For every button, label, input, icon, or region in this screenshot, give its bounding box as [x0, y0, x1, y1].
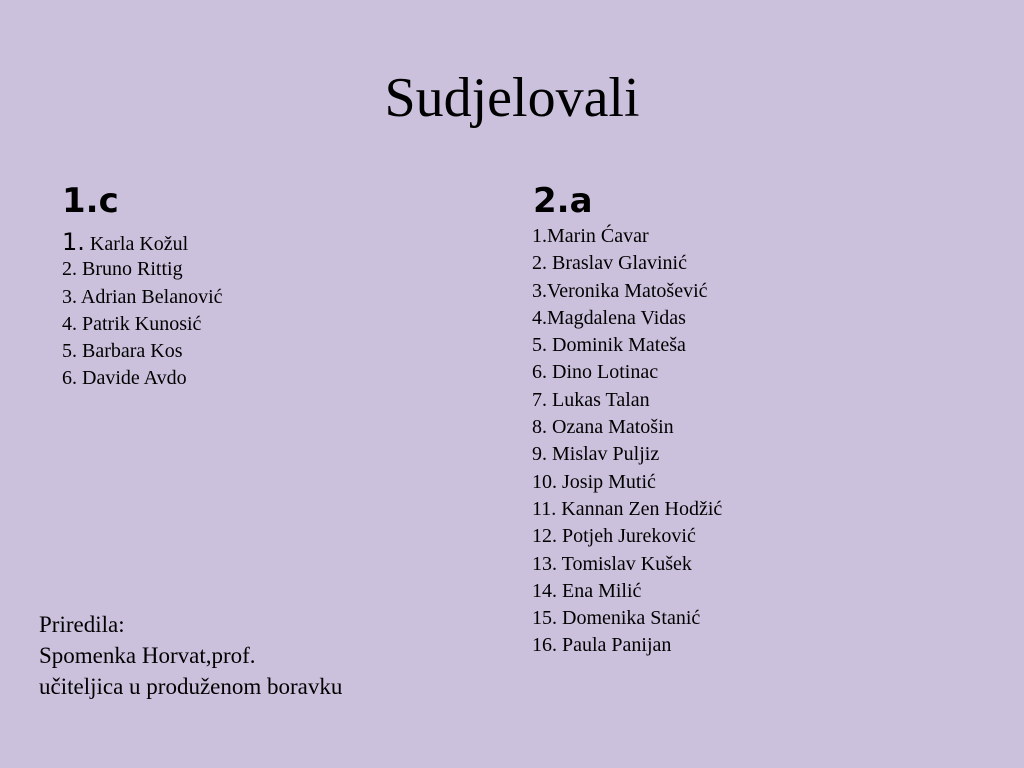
list-item: 12. Potjeh Jureković — [532, 525, 696, 548]
list-item: 13. Tomislav Kušek — [532, 552, 692, 575]
list-item: 4. Patrik Kunosić — [62, 312, 202, 335]
list-item: 5. Barbara Kos — [62, 340, 183, 363]
class-heading-1c: 1.c — [62, 181, 119, 221]
list-item: 7. Lukas Talan — [532, 388, 650, 411]
list-item: 2. Bruno Rittig — [62, 258, 183, 281]
list-item: 5. Dominik Mateša — [532, 334, 686, 357]
list-item: 11. Kannan Zen Hodžić — [532, 497, 723, 520]
page-title: Sudjelovali — [384, 67, 640, 129]
credits-label: Priredila: — [39, 612, 125, 637]
list-item: 15. Domenika Stanić — [532, 607, 701, 630]
list-item: 3.Veronika Matošević — [532, 279, 708, 302]
list-item: 10. Josip Mutić — [532, 470, 656, 493]
student-list-2a — [532, 223, 722, 660]
credits-author: Spomenka Horvat,prof. — [39, 643, 256, 668]
list-item-name: Karla Kožul — [84, 233, 189, 255]
list-item: 9. Mislav Puljiz — [532, 443, 660, 466]
class-heading-2a: 2.a — [533, 181, 593, 221]
student-list-1c — [62, 229, 223, 393]
list-item: 4.Magdalena Vidas — [532, 306, 686, 329]
list-item: 2. Braslav Glavinić — [532, 252, 687, 275]
list-item-number: 1. — [62, 228, 85, 256]
list-item: 3. Adrian Belanović — [62, 285, 223, 308]
list-item: 8. Ozana Matošin — [532, 416, 674, 439]
list-item: 6. Dino Lotinac — [532, 361, 659, 384]
list-item — [62, 229, 223, 256]
credits-role: učiteljica u produženom boravku — [39, 674, 343, 699]
list-item: 16. Paula Panijan — [532, 634, 672, 657]
list-item: 14. Ena Milić — [532, 579, 642, 602]
credits-block — [39, 609, 342, 702]
list-item: 6. Davide Avdo — [62, 367, 187, 390]
list-item: 1.Marin Ćavar — [532, 225, 649, 247]
